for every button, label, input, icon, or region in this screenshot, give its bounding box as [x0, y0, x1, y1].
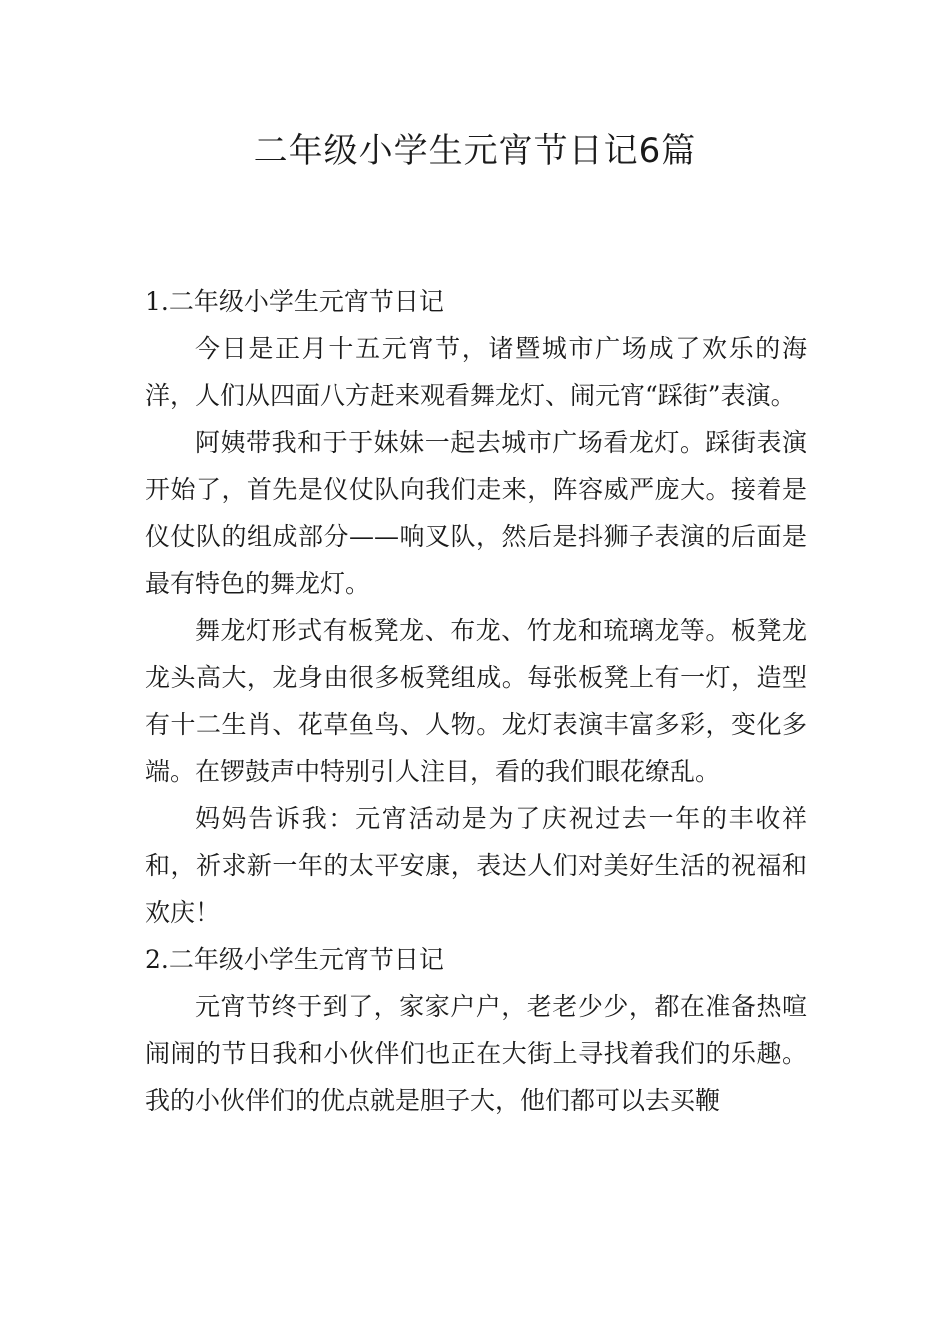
paragraph: 妈妈告诉我：元宵活动是为了庆祝过去一年的丰收祥和，祈求新一年的太平安康，表达人们对美好生活的祝福和欢庆！ [145, 804, 807, 927]
document-title: 二年级小学生元宵节日记6篇 [253, 131, 697, 171]
document-body [145, 278, 807, 1124]
paragraph: 今日是正月十五元宵节，诸暨城市广场成了欢乐的海洋，人们从四面八方赶来观看舞龙灯、闹元宵“踩街”表演。 [145, 334, 807, 410]
section-heading: 2.二年级小学生元宵节日记 [145, 945, 444, 974]
diary-section [145, 936, 807, 1124]
diary-section [145, 278, 807, 936]
section-heading: 1.二年级小学生元宵节日记 [145, 287, 444, 316]
paragraph: 阿姨带我和于于妹妹一起去城市广场看龙灯。踩街表演开始了，首先是仪仗队向我们走来，阵容威严庞大。接着是仪仗队的组成部分——响叉队，然后是抖狮子表演的后面是最有特色的舞龙灯。 [145, 428, 807, 598]
paragraph: 舞龙灯形式有板凳龙、布龙、竹龙和琉璃龙等。板凳龙龙头高大，龙身由很多板凳组成。每张板凳上有一灯，造型有十二生肖、花草鱼鸟、人物。龙灯表演丰富多彩，变化多端。在锣鼓声中特别引人注目，看的我们眼花缭乱。 [145, 616, 807, 786]
paragraph: 元宵节终于到了，家家户户，老老少少，都在准备热喧闹闹的节日我和小伙伴们也正在大街上寻找着我们的乐趣。我的小伙伴们的优点就是胆子大，他们都可以去买鞭 [145, 992, 807, 1115]
